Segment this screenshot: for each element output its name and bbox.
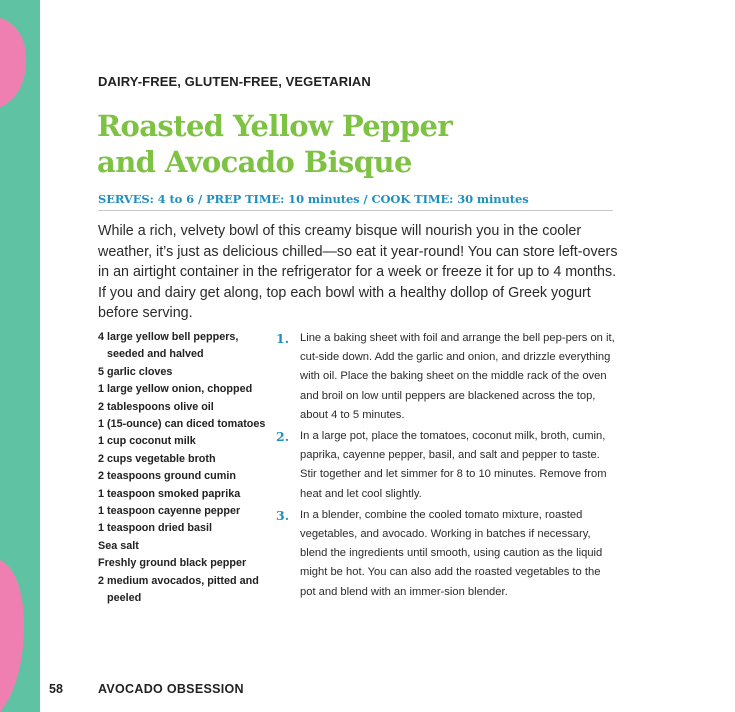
ingredient-item: 1 large yellow onion, chopped [98,383,253,396]
ingredient-item: 4 large yellow bell peppers, seeded and halved [98,331,239,361]
recipe-meta: SERVES: 4 to 6 / PREP TIME: 10 minutes / COOK TIME: 30 minutes [98,192,529,206]
ingredient-item: Freshly ground black pepper [98,557,247,570]
ingredient-item: 1 (15-ounce) can diced tomatoes [98,418,266,431]
ingredient-list [98,329,268,608]
ingredient-item: Sea salt [98,539,139,552]
ingredient-item: 2 tablespoons olive oil [98,400,214,413]
ingredient-item: 2 cups vegetable broth [98,452,216,465]
decorative-wave-border [0,0,40,712]
ingredient-item: 1 teaspoon smoked paprika [98,487,241,500]
step-text: Line a baking sheet with foil and arrange the bell pep-pers on it, cut-side down. Add the garlic and onion, and drizzle everything with oil. Place the baking sheet on the middle rack of the oven and broil on low until peppers are blackened across the top, about 4 to 5 minutes. [300,332,615,421]
step-number: 2. [276,429,290,445]
page-number: 58 [49,682,63,696]
step-number: 3. [276,507,290,523]
ingredient-item: 2 teaspoons ground cumin [98,470,236,483]
ingredient-item: 1 teaspoon dried basil [98,522,212,535]
recipe-title-line: Roasted Yellow Pepper [97,109,453,143]
page-footer [0,682,735,700]
book-title: AVOCADO OBSESSION [98,682,244,696]
instruction-step [276,506,616,602]
step-text: In a large pot, place the tomatoes, coconut milk, broth, cumin, paprika, cayenne pepper, basil, and salt and pepper to taste. Stir together and let simmer for 8 to 10 minutes. Remove from heat and let cool slightly. [300,430,607,500]
step-text: In a blender, combine the cooled tomato mixture, roasted vegetables, and avocado. Working in batches if necessary, blend the ingredients until smooth, using caution as the liquid might be hot. You can also add the roasted vegetables to the pot and blend with an immer-sion blender. [300,508,603,598]
recipe-tags: DAIRY-FREE, GLUTEN-FREE, VEGETARIAN [98,74,371,89]
recipe-title-line: and Avocado Bisque [97,145,412,179]
instruction-step [276,427,616,504]
ingredient-item: 1 cup coconut milk [98,435,196,448]
divider [98,210,613,211]
ingredient-item: 2 medium avocados, pitted and peeled [98,574,259,605]
recipe-title [97,108,617,180]
instruction-step [276,329,616,425]
step-number: 1. [276,331,290,346]
ingredient-item: 1 teaspoon cayenne pepper [98,505,241,518]
instruction-steps [276,329,616,604]
ingredient-item: 5 garlic cloves [98,365,173,378]
recipe-intro: While a rich, velvety bowl of this creamy bisque will nourish you in the cooler weather, it’s just as delicious chilled—so eat it year-round! You can store left-overs in an airtight container in the refrigerator for a week or freeze it for up to 4 months. If you and dairy get along, top each bowl with a healthy dollop of Greek yogurt before serving. [98,223,618,321]
